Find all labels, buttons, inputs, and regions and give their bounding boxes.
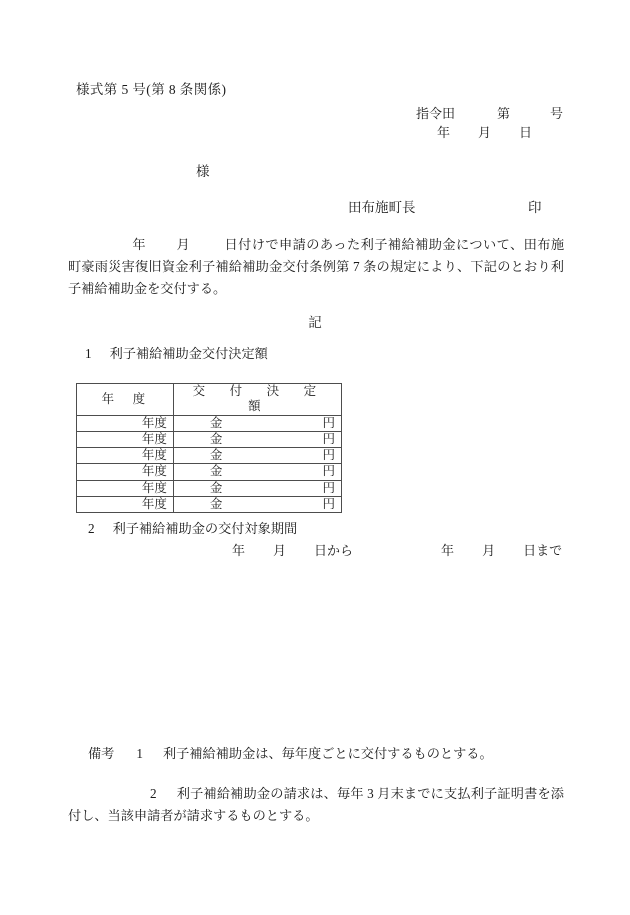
order-number-line [416,103,563,122]
period-to-year: 年 [441,543,455,558]
amount-yen: 円 [322,464,335,479]
table-cell-year: 年度 [77,415,174,431]
remarks-item-1-number: 1 [136,746,143,761]
table-row [77,448,342,464]
remarks-item-2 [68,783,564,827]
remarks-item-1 [88,743,493,762]
issue-date-year: 年 [437,125,451,140]
amount-kin: 金 [209,431,223,446]
body-text: 日付けで申請のあった利子補給補助金について、田布施町豪雨災害復旧資金利子補給補助金交付条例第 7 条の規定により、下記のとおり利子補給補助金を交付する。 [68,237,565,296]
issue-date-line [437,122,532,141]
table-cell-year: 年度 [77,480,174,496]
table-cell-year: 年度 [77,497,174,513]
table-row [77,415,342,431]
remarks-item-2-number: 2 [150,786,157,801]
table-row [77,431,342,447]
remarks-item-2-text: 利子補給補助金の請求は、毎年 3 月末までに支払利子証明書を添付し、当該申請者が請求するものとする。 [68,786,564,823]
period-to-month: 月 [482,543,496,558]
seal-icon: 印 [528,200,542,215]
form-number: 様式第 5 号(第 8 条関係) [76,82,227,97]
order-gou: 号 [550,106,564,121]
body-year: 年 [132,237,147,252]
period-from-year: 年 [232,543,246,558]
table-cell-amount [173,431,341,447]
table-header-row [77,384,342,416]
section-1-number: 1 [85,346,92,361]
table-cell-amount [173,464,341,480]
issuer-name: 田布施町長 [348,200,416,215]
table-row [77,497,342,513]
table-row [77,480,342,496]
issue-date-month: 月 [478,125,492,140]
order-label: 指令田 [416,106,456,121]
section-1-title: 利子補給補助金交付決定額 [109,346,268,361]
table-header-year: 年 度 [77,384,174,416]
amount-yen: 円 [322,497,335,512]
order-dai: 第 [497,106,511,121]
period-to-day: 日まで [523,543,563,558]
table-cell-year: 年度 [77,431,174,447]
amount-yen: 円 [322,480,335,495]
amount-kin: 金 [209,497,223,512]
amount-kin: 金 [209,464,223,479]
amount-yen: 円 [322,431,335,446]
table-cell-year: 年度 [77,448,174,464]
issue-date-day: 日 [519,125,533,140]
table-cell-amount [173,497,341,513]
table-cell-amount [173,448,341,464]
amount-kin: 金 [209,415,223,430]
period-from-month: 月 [273,543,287,558]
body-month: 月 [176,237,191,252]
amount-yen: 円 [322,415,335,430]
kiji-marker: 記 [308,315,322,330]
section-2-heading [88,518,297,537]
table-row [77,464,342,480]
period-from-day: 日から [314,543,354,558]
remarks-item-1-text: 利子補給補助金は、毎年度ごとに交付するものとする。 [162,746,493,761]
amount-yen: 円 [322,448,335,463]
period-range-line [232,540,562,559]
section-2-number: 2 [88,521,95,536]
grant-amount-table [76,383,342,513]
table-cell-amount [173,415,341,431]
section-1-heading [85,343,268,362]
table-cell-amount [173,480,341,496]
table-header-amount: 交 付 決 定 額 [173,384,341,416]
remarks-label: 備考 [88,746,115,761]
amount-kin: 金 [209,480,223,495]
addressee-honorific: 様 [196,164,210,179]
body-paragraph [68,234,564,300]
table-cell-year: 年度 [77,464,174,480]
amount-kin: 金 [209,448,223,463]
section-2-title: 利子補給補助金の交付対象期間 [112,521,298,536]
